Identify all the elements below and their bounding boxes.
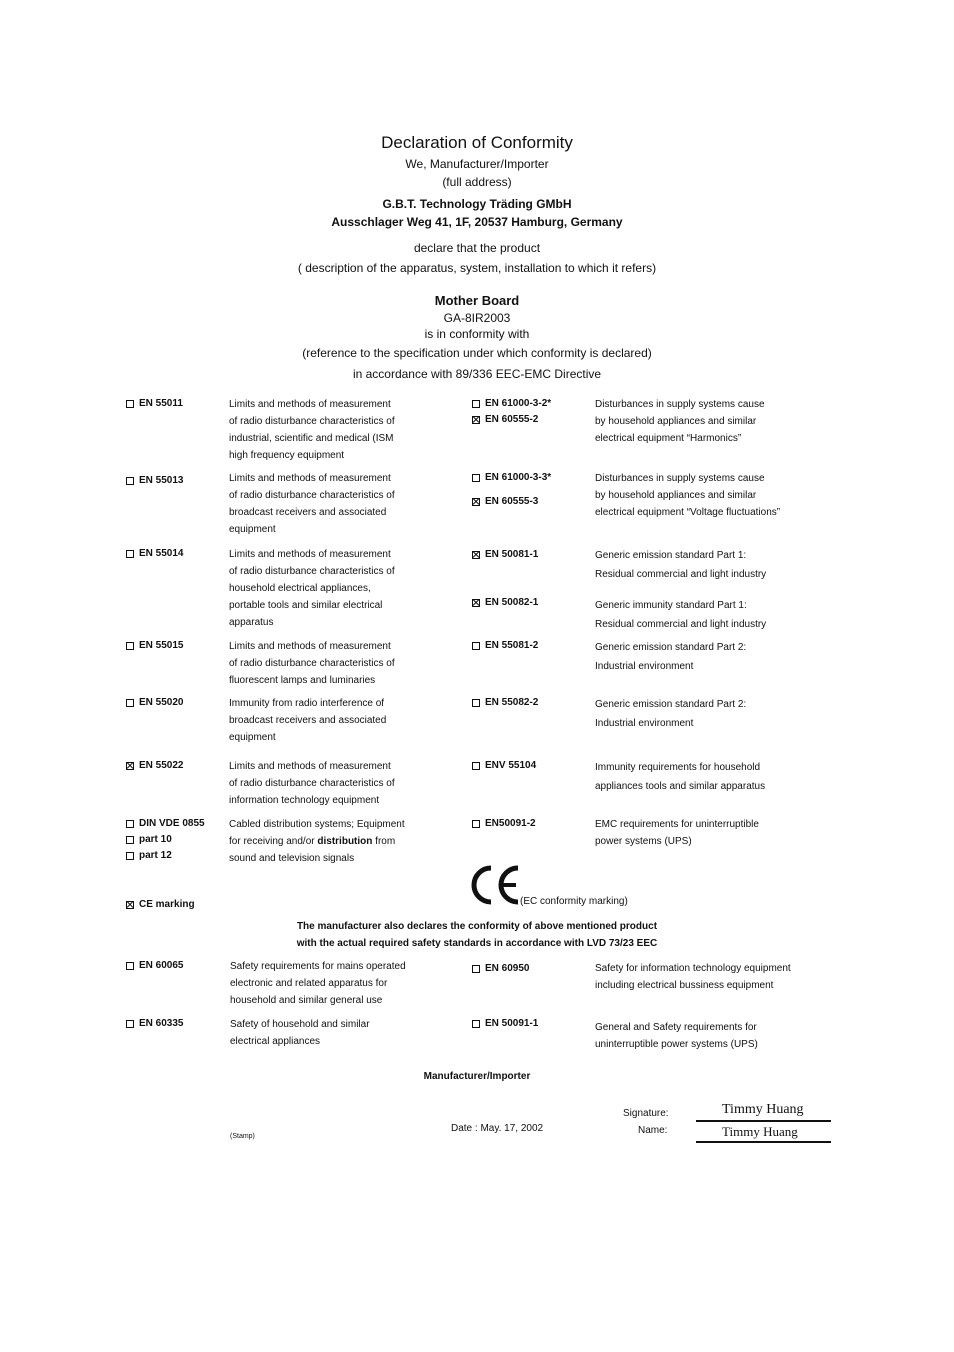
desc-line: household and similar general use [230,995,383,1006]
desc-line: by household appliances and similar [595,490,757,501]
desc-line: Safety requirements for mains operated [230,961,406,972]
checkbox [472,400,480,408]
desc-line: Generic emission standard Part 2: [595,642,747,653]
directive-text: in accordance with 89/336 EEC-EMC Directive [352,367,602,381]
desc-line: Disturbances in supply systems cause [595,399,765,410]
standard-code: EN 61000-3-3* [485,472,552,483]
standard-code: EN 60950 [485,963,530,974]
standard-code: part 10 [139,834,172,845]
standard-code: EN 50091-1 [485,1018,539,1029]
standard-item [472,414,538,425]
desc-line: by household appliances and similar [595,416,757,427]
checkbox [472,965,480,973]
ce-mark-icon [470,862,520,908]
standard-item [472,697,538,708]
standard-code: ENV 55104 [485,760,537,771]
standard-item [472,818,536,829]
desc-line: for receiving and/or distribution from [229,836,396,847]
standard-description [595,816,759,850]
description-note: ( description of the apparatus, system, installation to which it refers) [297,261,657,275]
manufacturer-intro: We, Manufacturer/Importer [405,157,549,171]
standard-description [595,695,746,733]
standard-description [229,638,395,689]
desc-line: Safety of household and similar [230,1019,370,1030]
standard-code: EN 50081-1 [485,549,539,560]
desc-line: electrical appliances [230,1036,321,1047]
manufacturer-importer-label: Manufacturer/Importer [423,1071,531,1082]
checkbox [126,550,134,558]
desc-line: General and Safety requirements for [595,1022,757,1033]
standard-item [472,472,551,483]
conformity-text: is in conformity with [424,327,530,341]
standard-description [229,470,395,538]
standard-item [126,818,205,829]
desc-line: Disturbances in supply systems cause [595,473,765,484]
standard-item [126,760,183,771]
standard-code: EN 55014 [139,548,184,559]
standard-description [229,396,395,464]
checkbox [472,820,480,828]
desc-line: Residual commercial and light industry [595,619,767,630]
standard-item [126,640,183,651]
standard-code: EN 55022 [139,760,184,771]
standard-code: EN 60555-3 [485,496,539,507]
desc-line: broadcast receivers and associated [229,715,387,726]
desc-line: Generic emission standard Part 1: [595,550,747,561]
standard-description [229,758,395,809]
standard-item [126,548,183,559]
checked-checkbox [472,551,480,559]
checkbox [472,474,480,482]
desc-line: of radio disturbance characteristics of [229,490,395,501]
desc-line: Immunity requirements for household [595,762,761,773]
safety-standard-item [472,963,529,974]
standard-description [595,960,791,994]
checkbox [472,762,480,770]
full-address-note: (full address) [442,175,512,189]
desc-line: Limits and methods of measurement [229,641,391,652]
checkbox [126,699,134,707]
ce-marking-item [126,899,195,910]
company-name: G.B.T. Technology Träding GMbH [382,197,572,211]
date-text: Date : May. 17, 2002 [451,1123,544,1134]
desc-line: Safety for information technology equipment [595,963,791,974]
standard-code: EN 60555-2 [485,414,539,425]
standard-item [126,475,183,486]
desc-line: high frequency equipment [229,450,345,461]
standard-item [472,549,538,560]
desc-line: Industrial environment [595,661,694,672]
standard-description [595,396,765,447]
standard-code: EN 55013 [139,475,184,486]
reference-note: (reference to the specification under which conformity is declared) [302,346,652,360]
desc-line: Generic emission standard Part 2: [595,699,747,710]
standard-code: EN 60335 [139,1018,184,1029]
standard-code: part 12 [139,850,172,861]
desc-line: Limits and methods of measurement [229,549,391,560]
company-address: Ausschlager Weg 41, 1F, 20537 Hamburg, Germany [331,215,623,229]
standard-description [229,546,395,631]
desc-line: fluorescent lamps and luminaries [229,675,376,686]
desc-line: of radio disturbance characteristics of [229,416,395,427]
desc-line: electrical equipment “Voltage fluctuations” [595,507,781,518]
standard-item [472,640,538,651]
checkbox [126,642,134,650]
standard-code: EN 55020 [139,697,184,708]
desc-line: apparatus [229,617,274,628]
checkbox [126,1020,134,1028]
safety-standard-item [126,1018,183,1029]
standard-description [595,546,766,584]
desc-line: Immunity from radio interference of [229,698,385,709]
desc-line: portable tools and similar electrical [229,600,383,611]
safety-standard-item [472,1018,538,1029]
standard-code: EN 50082-1 [485,597,539,608]
checkbox [126,400,134,408]
desc-line: Generic immunity standard Part 1: [595,600,747,611]
product-name: Mother Board [434,293,520,308]
signature-line [696,1120,831,1122]
desc-line: information technology equipment [229,795,380,806]
desc-line: power systems (UPS) [595,836,692,847]
desc-line: broadcast receivers and associated [229,507,387,518]
standard-item [472,597,538,608]
name-line [696,1141,831,1143]
checkbox [472,1020,480,1028]
desc-line: Limits and methods of measurement [229,473,391,484]
standard-description [595,638,746,676]
standard-description [595,470,780,521]
document-title: Declaration of Conformity [381,133,573,152]
signature-label: Signature: [623,1108,669,1119]
standard-item [472,398,551,409]
desc-line: uninterruptible power systems (UPS) [595,1039,758,1050]
desc-line: Residual commercial and light industry [595,569,767,580]
desc-line: industrial, scientific and medical (ISM [229,433,394,444]
desc-line: Industrial environment [595,718,694,729]
desc-line: equipment [229,732,276,743]
standard-code: EN 55011 [139,398,183,409]
checked-checkbox [472,599,480,607]
desc-line: sound and television signals [229,853,355,864]
standard-item [126,697,183,708]
safety-standard-item [126,960,183,971]
safety-note-line: with the actual required safety standards in accordance with LVD 73/23 EEC [296,938,658,949]
standard-item [126,398,183,409]
desc-line: electrical equipment “Harmonics” [595,433,742,444]
desc-line: Limits and methods of measurement [229,761,391,772]
standard-item [126,850,172,861]
desc-line: of radio disturbance characteristics of [229,566,395,577]
name-label: Name: [638,1125,668,1136]
standard-description [595,1019,758,1053]
checkbox [472,642,480,650]
standard-code: DIN VDE 0855 [139,818,205,829]
declare-text: declare that the product [413,241,541,255]
checked-checkbox [472,498,480,506]
checkbox [126,836,134,844]
standard-code: EN 55081-2 [485,640,539,651]
stamp-label: (Stamp) [230,1133,255,1140]
checkbox [472,699,480,707]
ce-marking-label: CE marking [139,899,195,910]
desc-line: of radio disturbance characteristics of [229,778,395,789]
standard-description [230,958,406,1009]
safety-note-line: The manufacturer also declares the conformity of above mentioned product [296,921,658,932]
checked-checkbox [126,901,134,909]
standard-code: EN50091-2 [485,818,536,829]
checked-checkbox [472,416,480,424]
checkbox [126,820,134,828]
standard-code: EN 60065 [139,960,184,971]
desc-line: equipment [229,524,276,535]
standard-description [229,695,386,746]
standard-item [126,834,172,845]
desc-line: including electrical bussiness equipment [595,980,774,991]
standard-description [595,758,765,796]
desc-line: Cabled distribution systems; Equipment [229,819,405,830]
name-value: Timmy Huang [722,1124,798,1139]
checkbox [126,962,134,970]
signature-value: Timmy Huang [722,1102,804,1117]
desc-line: appliances tools and similar apparatus [595,781,766,792]
desc-line: EMC requirements for uninterruptible [595,819,759,830]
standard-description [230,1016,370,1050]
standard-description [595,596,766,634]
standard-code: EN 55082-2 [485,697,539,708]
emphasized-word: distribution [317,836,373,847]
checked-checkbox [126,762,134,770]
ce-caption: (EC conformity marking) [520,896,628,907]
standard-item [472,496,538,507]
product-model: GA-8IR2003 [443,311,511,325]
checkbox [126,477,134,485]
desc-line: electronic and related apparatus for [230,978,388,989]
standard-description [229,816,405,867]
standard-item [472,760,536,771]
desc-line: household electrical appliances, [229,583,371,594]
standard-code: EN 61000-3-2* [485,398,552,409]
desc-line: Limits and methods of measurement [229,399,391,410]
checkbox [126,852,134,860]
desc-line: of radio disturbance characteristics of [229,658,395,669]
standard-code: EN 55015 [139,640,184,651]
